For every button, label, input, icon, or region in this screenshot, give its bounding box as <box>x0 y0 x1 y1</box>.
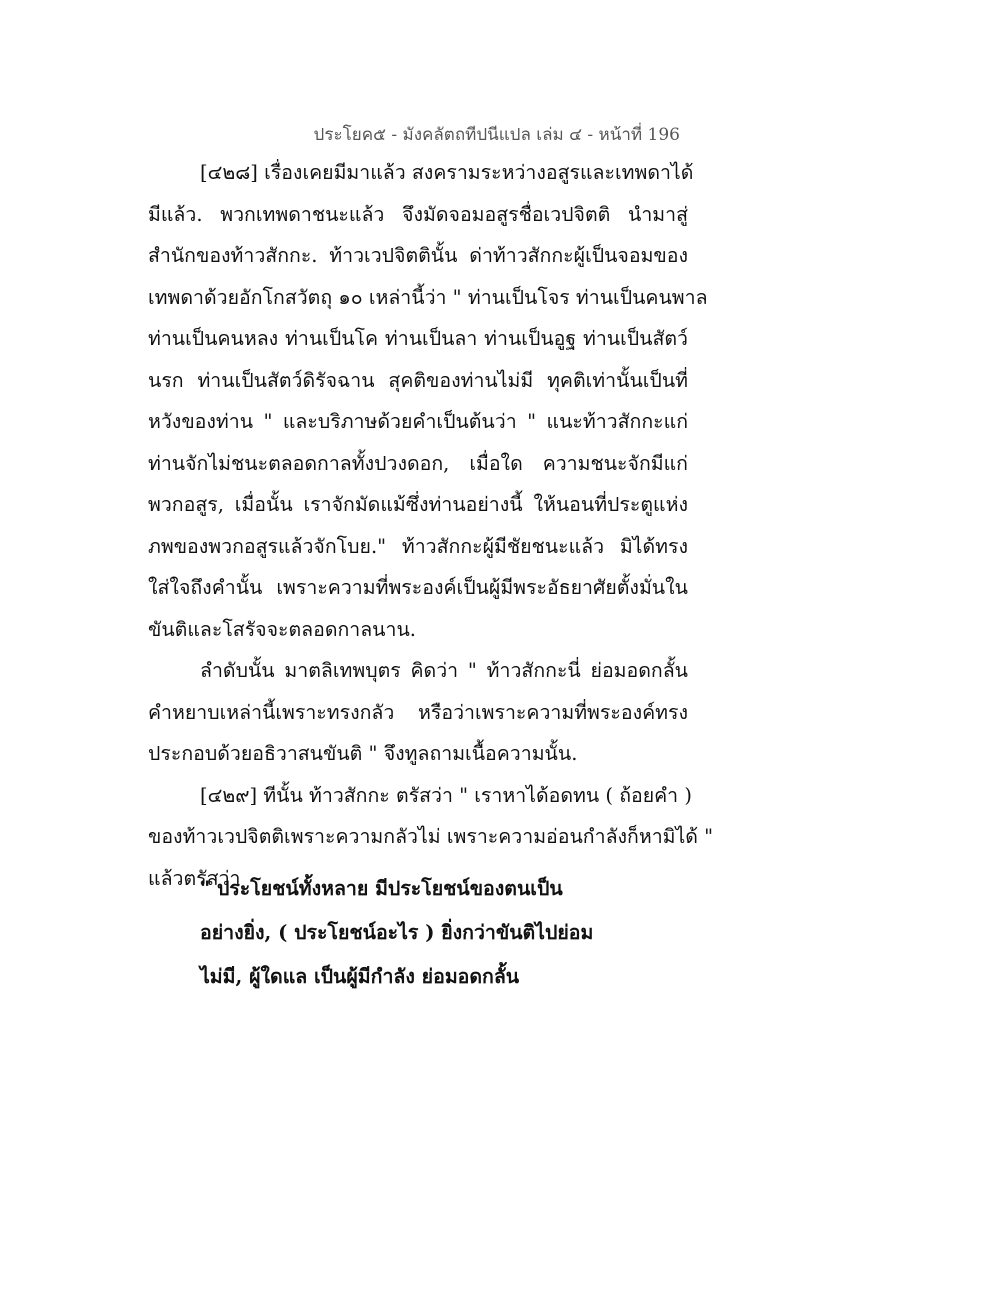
paragraph-1-line-1: [๔๒๘] เรื่องเคยมีมาแล้ว สงครามระหว่างอสูรและเทพดาได้ <box>200 161 694 184</box>
paragraph-3-line-3: แล้วตรัสว่า <box>148 866 241 890</box>
paragraph-3-line-2: ของท้าวเวปจิตติเพราะความกลัวไม่ เพราะความอ่อนกำลังก็หามิได้ " <box>148 825 714 848</box>
paragraph-1-line-9: พวกอสูร, เมื่อนั้น เราจักมัดแม้ซึ่งท่านอย่างนี้ ให้นอนที่ประตูแห่ง <box>148 493 688 516</box>
verse-block <box>200 867 600 999</box>
paragraph-1-line-3: สำนักของท้าวสักกะ. ท้าวเวปจิตตินั้น ด่าท้าวสักกะผู้เป็นจอมของ <box>148 244 688 267</box>
paragraph-2-line-2: คำหยาบเหล่านี้เพราะทรงกลัว หรือว่าเพราะความที่พระองค์ทรง <box>148 700 688 724</box>
paragraph-1-line-8: ท่านจักไม่ชนะตลอดกาลทั้งปวงดอก, เมื่อใด ความชนะจักมีแก่ <box>148 451 688 475</box>
verse-line-2: อย่างยิ่ง, ( ประโยชน์อะไร ) ยิ่งกว่าขันติไปย่อม <box>200 921 594 944</box>
paragraph-1-line-4: เทพดาด้วยอักโกสวัตถุ ๑๐ เหล่านี้ว่า " ท่านเป็นโจร ท่านเป็นคนพาล <box>148 285 708 309</box>
paragraph-1-line-12: ขันติและโสรัจจะตลอดกาลนาน. <box>148 617 416 641</box>
paragraph-1-line-5: ท่านเป็นคนหลง ท่านเป็นโค ท่านเป็นลา ท่านเป็นอูฐ ท่านเป็นสัตว์ <box>148 327 688 350</box>
body-text <box>148 152 714 899</box>
paragraph-1-line-6: นรก ท่านเป็นสัตว์ดิรัจฉาน สุคติของท่านไม่มี ทุคติเท่านั้นเป็นที่ <box>148 368 688 392</box>
paragraph-3-line-1: [๔๒๙] ทีนั้น ท้าวสักกะ ตรัสว่า " เราหาได้อดทน ( ถ้อยคำ ) <box>200 783 692 807</box>
verse-line-3: ไม่มี, ผู้ใดแล เป็นผู้มีกำลัง ย่อมอดกลั้น <box>200 965 520 988</box>
running-header: ประโยค๕ - มังคลัตถทีปนีแปล เล่ม ๔ - หน้าที่ 196 <box>313 125 680 145</box>
paragraph-1-line-11: ใส่ใจถึงคำนั้น เพราะความที่พระองค์เป็นผู้มีพระอัธยาศัยตั้งมั่นใน <box>148 576 688 599</box>
paragraph-2-line-3: ประกอบด้วยอธิวาสนขันติ " จึงทูลถามเนื้อความนั้น. <box>148 742 578 765</box>
verse-line-1: " ประโยชน์ทั้งหลาย มีประโยชน์ของตนเป็น <box>200 877 563 900</box>
paragraph-1-line-2: มีแล้ว. พวกเทพดาชนะแล้ว จึงมัดจอมอสูรชื่อเวปจิตติ นำมาสู่ <box>148 202 688 226</box>
paragraph-1-line-7: หวังของท่าน " และบริภาษด้วยคำเป็นต้นว่า " แนะท้าวสักกะแก่ <box>148 410 688 433</box>
paragraph-1-line-10: ภพของพวกอสูรแล้วจักโบย." ท้าวสักกะผู้มีชัยชนะแล้ว มิได้ทรง <box>148 534 688 558</box>
paragraph-2-line-1: ลำดับนั้น มาตลิเทพบุตร คิดว่า " ท้าวสักกะนี่ ย่อมอดกลั้น <box>200 659 688 682</box>
